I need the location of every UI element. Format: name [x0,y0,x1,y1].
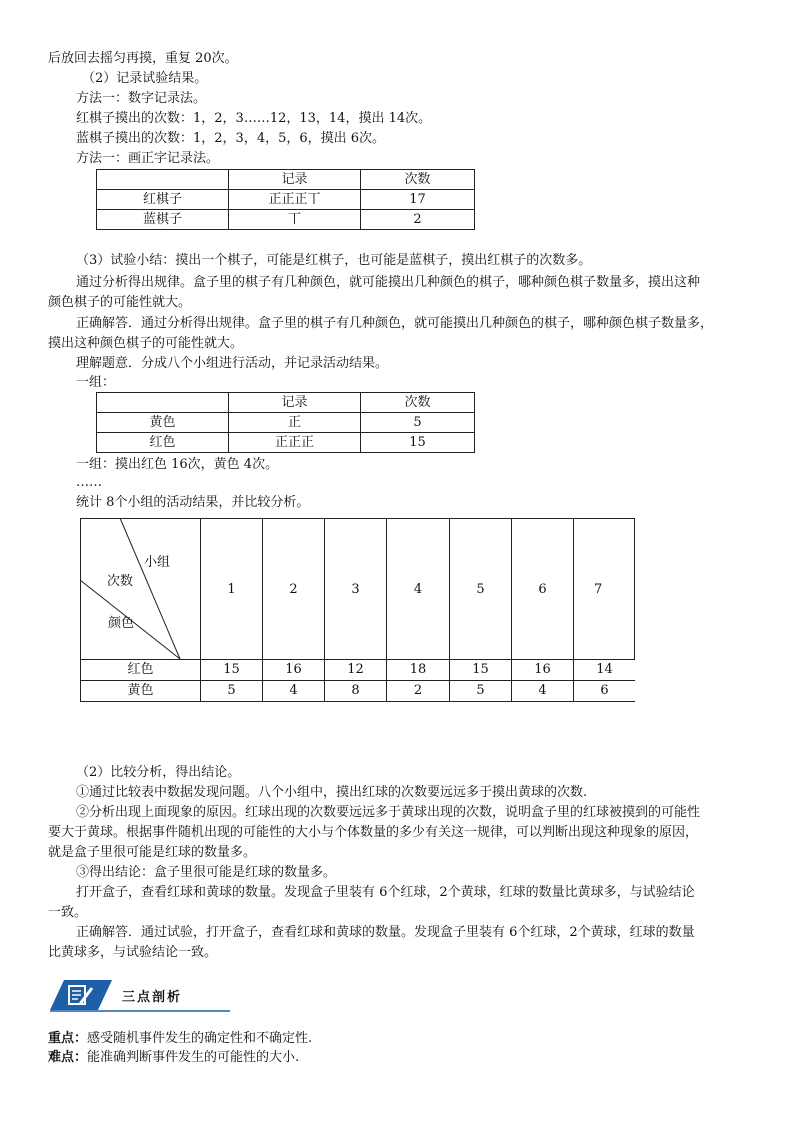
table-cell: 蓝棋子 [97,210,229,230]
text-line: 理解题意．分成八个小组进行活动，并记录活动结果。 [76,356,389,371]
table-cell: 15 [472,662,489,677]
table-cell: 17 [361,190,475,210]
text-line: 一致。 [48,905,88,920]
text-line: 后放回去摇匀再摸，重复 20次。 [48,51,238,66]
table-cell: 丅 [229,210,361,230]
difficulty-point [48,1049,299,1067]
text-line: 蓝棋子摸出的次数：1，2，3，4，5，6，摸出 6次。 [76,131,386,146]
table-row [97,413,475,433]
key-point-text: 感受随机事件发生的确定性和不确定性. [87,1031,313,1046]
table-cell: 16 [285,662,302,677]
text-line: ③得出结论：盒子里很可能是红球的数量多。 [76,865,337,880]
group-header: 4 [413,582,423,597]
table-cell: 15 [361,433,475,453]
table-row [97,433,475,453]
text-line: 红棋子摸出的次数：1，2，3……12，13，14，摸出 14次。 [76,111,432,126]
table-cell: 记录 [229,393,361,413]
group-header: 2 [289,582,298,597]
text-line: 要大于黄球。根据事件随机出现的可能性的大小与个体数量的多少有关这一规律，可以判断出现这种现象的原因， [48,825,699,840]
table-cell: 16 [534,662,551,677]
group-header: 1 [227,582,236,597]
table-cell: 14 [596,662,613,677]
text-line: 就是盒子里很可能是红球的数量多。 [48,845,257,860]
group-statistics-table [80,518,635,702]
text-line: （2）比较分析，得出结论。 [76,765,241,780]
table-cell: 正正正 [229,433,361,453]
corner-label-color: 颜色 [108,616,135,631]
table-cell [97,170,229,190]
group-header: 6 [538,582,547,597]
group-header: 7 [594,582,603,597]
table-row [97,170,475,190]
text-line: 统计 8个小组的活动结果，并比较分析。 [76,495,310,510]
text-line: 打开盒子，查看红球和黄球的数量。发现盒子里装有 6个红球，2个黄球，红球的数量比黄球多，与试验结论 [76,885,695,900]
row-label-yellow: 黄色 [127,683,154,698]
table-cell: 15 [223,662,240,677]
text-line: 方法一：画正字记录法。 [76,151,220,166]
text-line: 颜色棋子的可能性就大。 [48,295,192,310]
table-row [97,393,475,413]
table-cell: 次数 [361,393,475,413]
table-cell: 正正正丅 [229,190,361,210]
table-cell: 红色 [97,433,229,453]
text-line: 比黄球多，与试验结论一致。 [48,945,218,960]
text-line: …… [76,475,102,490]
table-cell: 次数 [361,170,475,190]
record-table-group1 [96,392,475,453]
group-header: 3 [351,582,360,597]
text-line: 方法一：数字记录法。 [76,91,207,106]
text-line: 摸出这种颜色棋子的可能性就大。 [48,336,244,351]
table-cell: 黄色 [97,413,229,433]
text-line: （2）记录试验结果。 [82,71,208,86]
difficulty-point-text: 能准确判断事件发生的可能性的大小. [87,1050,300,1065]
table-cell: 4 [538,683,547,698]
group-header: 5 [476,582,485,597]
table-cell: 4 [289,683,298,698]
table-cell: 5 [361,413,475,433]
text-line: ①通过比较表中数据发现问题。八个小组中，摸出红球的次数要远远多于摸出黄球的次数. [76,785,588,800]
table-cell: 红棋子 [97,190,229,210]
table-cell: 2 [361,210,475,230]
difficulty-point-label: 难点： [48,1050,88,1065]
table-cell: 12 [347,662,364,677]
table-row [97,190,475,210]
table-cell [97,393,229,413]
table-cell: 记录 [229,170,361,190]
text-line: 一组：摸出红色 16次，黄色 4次。 [76,457,279,472]
row-label-red: 红色 [127,662,154,677]
table-cell: 6 [600,683,609,698]
corner-label-group: 小组 [144,555,171,570]
text-line: ②分析出现上面现象的原因。红球出现的次数要远远多于黄球出现的次数，说明盒子里的红球被摸到的可能性 [76,805,701,820]
text-line: 正确解答．通过试验，打开盒子，查看红球和黄球的数量。发现盒子里装有 6个红球，2个黄球，红球的数量 [76,925,695,940]
table-cell: 正 [229,413,361,433]
table-cell: 8 [351,683,360,698]
table-cell: 5 [476,683,485,698]
section-banner [50,980,230,1012]
table-cell: 18 [409,662,427,677]
table-cell: 2 [413,683,423,698]
section-title: 三点剖析 [122,990,183,1005]
key-point [48,1030,312,1048]
text-line: 通过分析得出规律。盒子里的棋子有几种颜色，就可能摸出几种颜色的棋子，哪种颜色棋子数量多，摸出这种 [76,275,701,290]
text-line: 正确解答．通过分析得出规律。盒子里的棋子有几种颜色，就可能摸出几种颜色的棋子，哪种颜色棋子数量多， [76,316,714,331]
table-row [97,210,475,230]
text-line: （3）试验小结：摸出一个棋子，可能是红棋子，也可能是蓝棋子，摸出红棋子的次数多。 [76,253,592,268]
corner-label-count: 次数 [107,574,134,589]
key-point-label: 重点： [48,1031,88,1046]
text-line: 一组： [76,375,116,390]
table-cell: 5 [227,683,236,698]
record-table-chess [96,169,475,230]
